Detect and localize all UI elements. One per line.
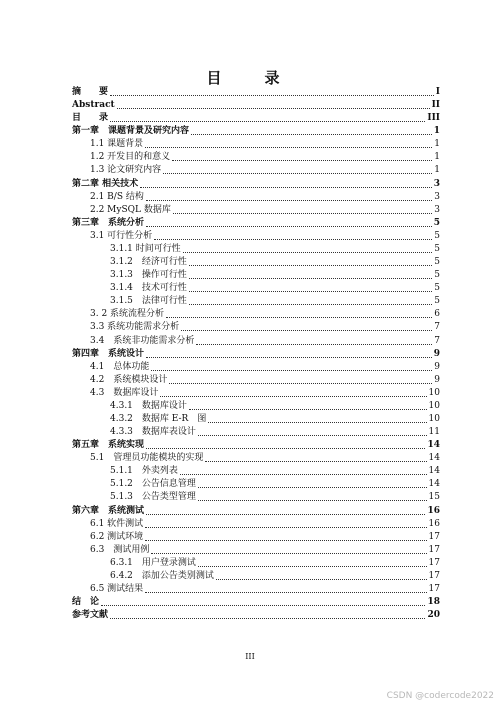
toc-entry-page: 3 <box>434 191 440 202</box>
toc-entry-page: 5 <box>433 217 440 228</box>
toc-leader-dots <box>145 540 426 541</box>
toc-entry-label: 6.3.1 用户登录测试 <box>110 557 196 568</box>
toc-leader-dots <box>216 579 427 580</box>
toc-entry-label: 3.1.5 法律可行性 <box>110 296 187 307</box>
toc-entry[interactable] <box>90 532 440 543</box>
toc-leader-dots <box>151 370 432 371</box>
toc-entry-label: 5.1.2 公告信息管理 <box>110 479 196 490</box>
toc-leader-dots <box>172 160 432 161</box>
toc-entry-page: I <box>435 87 440 97</box>
toc-entry[interactable] <box>110 257 440 268</box>
toc-leader-dots <box>145 592 426 593</box>
toc-entry-page: 20 <box>427 610 440 621</box>
toc-leader-dots <box>140 187 432 188</box>
toc-entry-label: 4.3 数据库设计 <box>90 387 159 398</box>
toc-leader-dots <box>146 514 425 515</box>
toc-entry-page: 9 <box>434 374 440 385</box>
toc-entry-label: 5.1.1 外卖列表 <box>110 466 178 477</box>
toc-entry-page: 3 <box>434 204 440 215</box>
page-number-footer: III <box>245 652 255 661</box>
toc-entry-label: 6.2 测试环境 <box>90 531 144 542</box>
toc-leader-dots <box>163 173 432 174</box>
toc-entry-label: 目 录 <box>72 113 109 124</box>
toc-leader-dots <box>181 330 432 331</box>
toc-entry[interactable] <box>110 401 440 412</box>
toc-entry-label: 3. 2 系统流程分析 <box>90 309 165 320</box>
toc-entry-label: 2.2 MySQL 数据库 <box>90 204 171 215</box>
toc-entry-label: 1.3 论文研究内容 <box>90 165 162 176</box>
toc-entry-label: 4.1 总体功能 <box>90 361 150 372</box>
toc-leader-dots <box>110 121 425 122</box>
toc-entry[interactable] <box>110 558 440 569</box>
toc-leader-dots <box>198 435 427 436</box>
toc-entry-label: 1.2 开发目的和意义 <box>90 152 171 163</box>
toc-entry-label: 5.1 管理员功能模块的实现 <box>90 453 204 464</box>
toc-entry[interactable] <box>90 165 440 176</box>
toc-entry-page: 10 <box>428 414 440 424</box>
toc-entry[interactable] <box>90 205 440 216</box>
toc-entry-page: 1 <box>433 126 440 137</box>
toc-entry-page: 5 <box>434 230 440 241</box>
toc-entry-page: 5 <box>434 270 440 281</box>
toc-leader-dots <box>145 527 426 528</box>
toc-entry-page: 17 <box>428 584 440 595</box>
toc-leader-dots <box>160 396 426 397</box>
toc-entry-label: 6.1 软件测试 <box>90 518 144 529</box>
toc-entry[interactable] <box>90 139 440 150</box>
toc-entry[interactable] <box>110 244 440 255</box>
toc-entry[interactable] <box>72 218 440 229</box>
toc-entry[interactable] <box>110 283 440 294</box>
toc-leader-dots <box>183 252 433 253</box>
toc-entry-page: 1 <box>434 139 440 150</box>
toc-entry-page: 1 <box>434 152 440 163</box>
toc-entry[interactable] <box>90 584 440 595</box>
toc-leader-dots <box>180 474 427 475</box>
toc-leader-dots <box>117 108 430 109</box>
toc-entry-label: 结 论 <box>72 597 100 608</box>
toc-leader-dots <box>196 344 432 345</box>
toc-leader-dots <box>154 239 432 240</box>
toc-entry-page: 1 <box>434 165 440 176</box>
toc-entry-page: 7 <box>434 335 440 346</box>
csdn-watermark: CSDN @codercode2022 <box>386 691 494 701</box>
toc-entry-page: 9 <box>434 361 440 372</box>
toc-entry-page: 14 <box>428 466 440 477</box>
toc-entry-label: 第五章 系统实现 <box>72 440 145 451</box>
toc-entry-page: III <box>427 113 440 124</box>
toc-entry-page: 16 <box>428 518 440 529</box>
toc-entry-page: 18 <box>427 597 440 608</box>
toc-entry-label: Abstract <box>72 100 115 111</box>
toc-leader-dots <box>198 487 427 488</box>
toc-entry-label: 6.4.2 添加公告类别测试 <box>110 570 214 581</box>
toc-entry-page: 10 <box>428 387 440 398</box>
toc-entry-label: 第三章 系统分析 <box>72 217 145 228</box>
toc-entry-label: 第一章 课题背景及研究内容 <box>72 126 190 137</box>
toc-entry[interactable] <box>72 100 440 111</box>
toc-entry-label: 3.1.3 操作可行性 <box>110 270 187 281</box>
toc-entry[interactable] <box>90 375 440 386</box>
toc-leader-dots <box>189 265 432 266</box>
toc-entry-page: 11 <box>428 427 440 438</box>
toc-entry-label: 6.5 测试结果 <box>90 584 144 595</box>
toc-entry[interactable] <box>90 231 440 242</box>
toc-leader-dots <box>198 500 427 501</box>
toc-leader-dots <box>166 317 432 318</box>
toc-title: 目 录 <box>206 69 294 87</box>
toc-entry-label: 3.1.1 时间可行性 <box>110 243 181 254</box>
toc-entry[interactable] <box>90 322 440 333</box>
toc-leader-dots <box>205 461 426 462</box>
toc-entry-label: 3.1 可行性分析 <box>90 230 153 241</box>
toc-leader-dots <box>173 213 432 214</box>
toc-entry-page: 17 <box>428 570 440 581</box>
toc-entry[interactable] <box>72 610 440 621</box>
toc-entry-page: 16 <box>427 505 440 516</box>
toc-entry[interactable] <box>72 87 440 98</box>
toc-entry-page: 5 <box>434 257 440 268</box>
toc-leader-dots <box>146 226 432 227</box>
toc-entry[interactable] <box>90 336 440 347</box>
toc-leader-dots <box>189 409 427 410</box>
toc-entry-label: 4.3.2 数据库 E-R 图 <box>110 414 207 424</box>
toc-entry-label: 第六章 系统测试 <box>72 505 145 516</box>
toc-entry[interactable] <box>90 545 440 556</box>
toc-entry-page: 5 <box>434 243 440 254</box>
toc-entry-page: 10 <box>428 400 440 411</box>
toc-entry-label: 4.2 系统模块设计 <box>90 374 168 385</box>
toc-entry-label: 5.1.3 公告类型管理 <box>110 492 196 503</box>
toc-leader-dots <box>110 95 434 96</box>
toc-entry-page: 17 <box>428 544 440 555</box>
toc-entry[interactable] <box>110 270 440 281</box>
toc-entry[interactable] <box>110 296 440 307</box>
toc-entry-label: 参考文献 <box>72 610 109 621</box>
toc-leader-dots <box>151 553 426 554</box>
toc-entry[interactable] <box>110 492 440 503</box>
toc-leader-dots <box>189 291 432 292</box>
toc-leader-dots <box>146 448 425 449</box>
toc-leader-dots <box>146 357 432 358</box>
toc-entry-label: 3.3 系统功能需求分析 <box>90 322 180 333</box>
toc-entry[interactable] <box>72 440 440 451</box>
toc-entry[interactable] <box>110 571 440 582</box>
toc-entry-page: 17 <box>428 531 440 542</box>
toc-entry[interactable] <box>90 388 440 399</box>
toc-entry-page: 14 <box>428 453 440 464</box>
toc-entry-page: 14 <box>427 440 440 451</box>
toc-entry-label: 3.4 系统非功能需求分析 <box>90 335 195 346</box>
toc-leader-dots <box>189 278 432 279</box>
toc-entry[interactable] <box>90 152 440 163</box>
toc-entry[interactable] <box>90 519 440 530</box>
toc-entry-label: 4.3.3 数据库表设计 <box>110 427 196 438</box>
toc-leader-dots <box>208 422 426 423</box>
toc-entry-label: 4.3.1 数据库设计 <box>110 400 187 411</box>
toc-entry[interactable] <box>90 192 440 203</box>
toc-entry-page: 5 <box>434 296 440 307</box>
toc-entry-label: 1.1 课题背景 <box>90 139 144 150</box>
toc-entry-page: 14 <box>428 479 440 490</box>
toc-entry[interactable] <box>72 113 440 124</box>
toc-entry[interactable] <box>72 179 440 190</box>
toc-entry[interactable] <box>72 349 440 360</box>
toc-entry[interactable] <box>72 597 440 608</box>
toc-leader-dots <box>145 147 432 148</box>
toc-entry-label: 摘 要 <box>72 87 109 97</box>
toc-entry[interactable] <box>90 362 440 373</box>
toc-entry-label: 2.1 B/S 结构 <box>90 191 144 202</box>
toc-leader-dots <box>146 200 432 201</box>
toc-leader-dots <box>191 134 432 135</box>
toc-entry-page: 7 <box>434 322 440 333</box>
toc-entry-label: 3.1.2 经济可行性 <box>110 257 187 268</box>
toc-entry-page: 6 <box>434 309 440 320</box>
toc-entry[interactable] <box>110 427 440 438</box>
toc-entry-page: 17 <box>428 557 440 568</box>
toc-leader-dots <box>198 566 427 567</box>
toc-entry-label: 3.1.4 技术可行性 <box>110 283 187 294</box>
toc-entry[interactable] <box>90 309 440 320</box>
toc-entry-label: 第二章 相关技术 <box>72 178 139 189</box>
toc-entry-label: 6.3 测试用例 <box>90 544 150 555</box>
toc-leader-dots <box>169 383 432 384</box>
toc-entry[interactable] <box>110 466 440 477</box>
toc-entry-page: 5 <box>434 283 440 294</box>
toc-entry[interactable] <box>90 453 440 464</box>
toc-entry-page: II <box>431 100 440 111</box>
toc-leader-dots <box>189 304 432 305</box>
toc-entry-label: 第四章 系统设计 <box>72 348 145 359</box>
toc-entry-page: 9 <box>433 348 440 359</box>
toc-entry-page: 15 <box>428 492 440 503</box>
toc-entry[interactable] <box>72 506 440 517</box>
toc-leader-dots <box>110 618 425 619</box>
toc-leader-dots <box>101 605 425 606</box>
toc-entry[interactable] <box>110 479 440 490</box>
toc-entry[interactable] <box>110 414 440 425</box>
toc-entry[interactable] <box>72 126 440 137</box>
toc-entry-page: 3 <box>433 178 440 189</box>
